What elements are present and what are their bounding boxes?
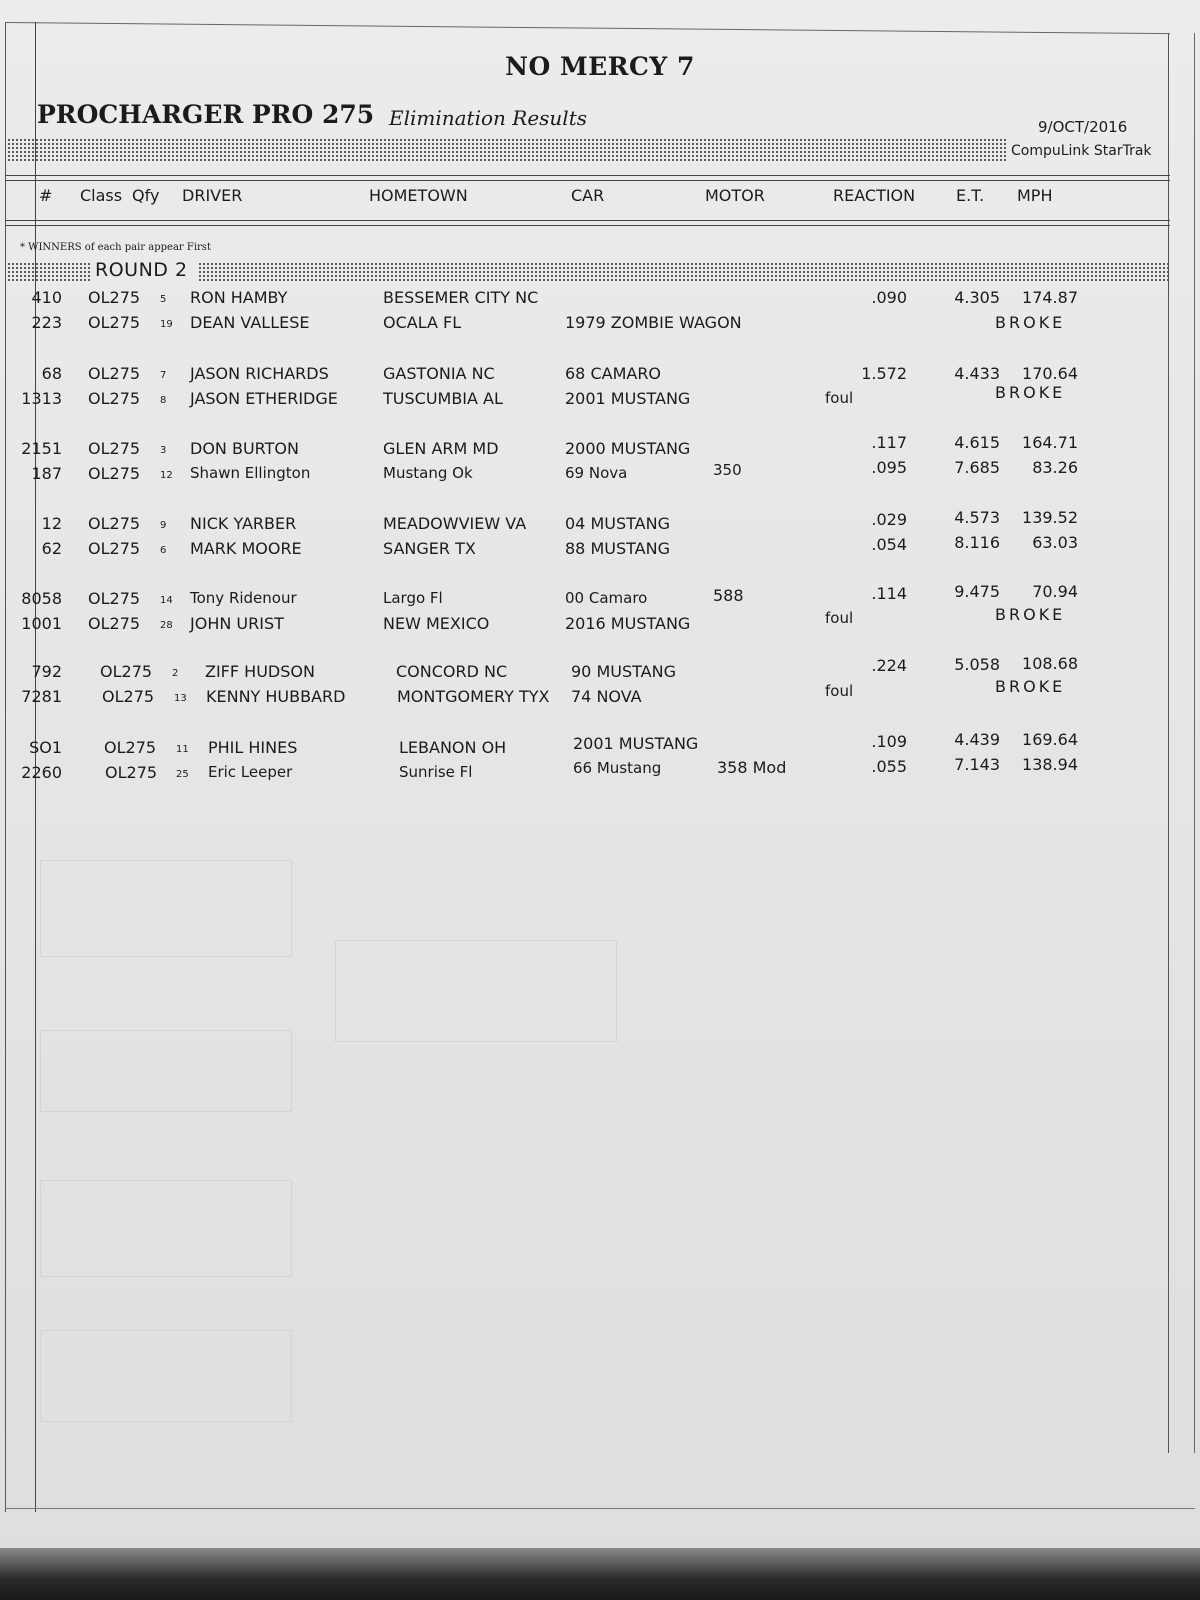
hometown: Sunrise Fl xyxy=(399,763,473,781)
car: 2016 MUSTANG xyxy=(565,614,691,633)
racer-qualifying: 7 xyxy=(160,370,167,381)
racer-class: OL275 xyxy=(88,514,141,533)
bleed-through-box xyxy=(40,1180,292,1277)
driver-name: MARK MOORE xyxy=(190,539,302,558)
hometown: TUSCUMBIA AL xyxy=(383,389,503,408)
racer-class: OL275 xyxy=(88,439,141,458)
foul-flag: foul xyxy=(825,682,854,700)
car: 88 MUSTANG xyxy=(565,539,670,558)
racer-qualifying: 8 xyxy=(160,395,167,406)
racer-class: OL275 xyxy=(104,738,157,757)
speed-mph: 169.64 xyxy=(1022,730,1078,749)
table-row xyxy=(0,383,1200,413)
driver-name: NICK YARBER xyxy=(190,514,297,533)
table-row xyxy=(0,533,1200,563)
col-header-motor: MOTOR xyxy=(705,186,765,205)
table-row xyxy=(0,313,1200,337)
timing-system: CompuLink StarTrak xyxy=(1011,143,1152,159)
driver-name: JASON ETHERIDGE xyxy=(190,389,338,408)
hometown: OCALA FL xyxy=(383,313,462,332)
reaction-time: .117 xyxy=(871,433,907,452)
broke-status: BROKE xyxy=(995,383,1066,402)
reaction-time: .055 xyxy=(871,757,907,776)
racer-class: OL275 xyxy=(105,763,158,782)
driver-name: KENNY HUBBARD xyxy=(206,687,346,706)
racer-class: OL275 xyxy=(88,614,141,633)
reaction-time: .095 xyxy=(871,458,907,477)
hometown: Mustang Ok xyxy=(383,464,473,482)
racer-number: 12 xyxy=(41,514,62,533)
reaction-time: .224 xyxy=(871,656,907,675)
col-header-hometown: HOMETOWN xyxy=(369,186,468,205)
hometown: CONCORD NC xyxy=(396,662,508,681)
driver-name: DON BURTON xyxy=(190,439,299,458)
racer-number: SO1 xyxy=(29,738,62,757)
driver-name: PHIL HINES xyxy=(208,738,298,757)
table-row xyxy=(0,288,1200,312)
reaction-time: .109 xyxy=(871,732,907,751)
dotted-band-round xyxy=(198,262,1168,283)
motor: 358 Mod xyxy=(717,758,787,777)
racer-number: 7281 xyxy=(21,687,62,706)
racer-number: 410 xyxy=(31,288,62,307)
bleed-through-box xyxy=(40,1030,292,1112)
elapsed-time: 8.116 xyxy=(954,533,1000,552)
speed-mph: 174.87 xyxy=(1022,288,1078,307)
car: 00 Camaro xyxy=(565,589,648,607)
driver-name: DEAN VALLESE xyxy=(190,313,310,332)
speed-mph: 63.03 xyxy=(1032,533,1078,552)
col-header-qfy: Qfy xyxy=(132,186,160,205)
class-title: PROCHARGER PRO 275 xyxy=(37,100,375,129)
racer-qualifying: 6 xyxy=(160,545,167,556)
racer-number: 62 xyxy=(41,539,62,558)
col-header-car: CAR xyxy=(571,186,605,205)
racer-number: 187 xyxy=(31,464,62,483)
reaction-time: .054 xyxy=(871,535,907,554)
broke-status: BROKE xyxy=(995,605,1066,624)
car: 69 Nova xyxy=(565,464,628,482)
bleed-through-box xyxy=(335,940,617,1042)
racer-qualifying: 19 xyxy=(160,319,173,330)
hometown: GLEN ARM MD xyxy=(383,439,499,458)
racer-number: 8058 xyxy=(21,589,62,608)
reaction-time: .114 xyxy=(871,584,907,603)
hometown: Largo Fl xyxy=(383,589,443,607)
car: 66 Mustang xyxy=(573,759,662,777)
driver-name: Tony Ridenour xyxy=(190,589,297,607)
winners-note: * WINNERS of each pair appear First xyxy=(20,242,211,253)
hometown: MEADOWVIEW VA xyxy=(383,514,527,533)
racer-qualifying: 14 xyxy=(160,595,173,606)
hometown: LEBANON OH xyxy=(399,738,507,757)
car: 74 NOVA xyxy=(571,687,642,706)
elapsed-time: 4.305 xyxy=(954,288,1000,307)
bleed-through-box xyxy=(40,1330,292,1422)
rule-line xyxy=(5,180,1170,181)
elapsed-time: 4.615 xyxy=(954,433,1000,452)
racer-qualifying: 2 xyxy=(172,668,179,679)
driver-name: JOHN URIST xyxy=(190,614,284,633)
speed-mph: 139.52 xyxy=(1022,508,1078,527)
car: 2000 MUSTANG xyxy=(565,439,691,458)
table-row xyxy=(0,605,1200,638)
table-row xyxy=(0,755,1200,787)
frame-bottom-line xyxy=(5,1508,1195,1509)
driver-name: Shawn Ellington xyxy=(190,464,311,482)
dotted-band-round xyxy=(7,262,92,283)
speed-mph: 70.94 xyxy=(1032,582,1078,601)
racer-class: OL275 xyxy=(88,464,141,483)
hometown: MONTGOMERY TYX xyxy=(397,687,550,706)
frame-top-line xyxy=(5,22,1170,34)
table-row xyxy=(0,677,1200,711)
speed-mph: 83.26 xyxy=(1032,458,1078,477)
car: 90 MUSTANG xyxy=(571,662,676,681)
racer-number: 2260 xyxy=(21,763,62,782)
racer-class: OL275 xyxy=(88,288,141,307)
racer-qualifying: 3 xyxy=(160,445,167,456)
car: 1979 ZOMBIE WAGON xyxy=(565,313,742,332)
reaction-time: 1.572 xyxy=(861,364,907,383)
table-row xyxy=(0,458,1200,488)
event-title: NO MERCY 7 xyxy=(505,52,695,81)
car: 2001 MUSTANG xyxy=(573,734,699,753)
hometown: GASTONIA NC xyxy=(383,364,495,383)
event-date: 9/OCT/2016 xyxy=(1038,118,1128,136)
racer-qualifying: 9 xyxy=(160,520,167,531)
racer-qualifying: 25 xyxy=(176,769,189,780)
speed-mph: 164.71 xyxy=(1022,433,1078,452)
racer-class: OL275 xyxy=(88,313,141,332)
reaction-time: .029 xyxy=(871,510,907,529)
reaction-time: .090 xyxy=(871,288,907,307)
desk-shadow-band xyxy=(0,1548,1200,1600)
driver-name: ZIFF HUDSON xyxy=(205,662,315,681)
car: 04 MUSTANG xyxy=(565,514,670,533)
rule-line xyxy=(5,220,1170,221)
round-label: ROUND 2 xyxy=(95,259,188,281)
hometown: BESSEMER CITY NC xyxy=(383,288,539,307)
rule-line xyxy=(5,225,1170,226)
racer-class: OL275 xyxy=(88,364,141,383)
racer-class: OL275 xyxy=(88,589,141,608)
racer-qualifying: 11 xyxy=(176,744,189,755)
racer-qualifying: 28 xyxy=(160,620,173,631)
racer-qualifying: 13 xyxy=(174,693,187,704)
racer-class: OL275 xyxy=(88,539,141,558)
elapsed-time: 4.573 xyxy=(954,508,1000,527)
foul-flag: foul xyxy=(825,389,854,407)
motor: 350 xyxy=(713,461,742,479)
racer-class: OL275 xyxy=(100,662,153,681)
driver-name: RON HAMBY xyxy=(190,288,288,307)
hometown: NEW MEXICO xyxy=(383,614,490,633)
racer-qualifying: 12 xyxy=(160,470,173,481)
racer-qualifying: 5 xyxy=(160,294,167,305)
speed-mph: 108.68 xyxy=(1022,654,1078,673)
col-header-reaction: REACTION xyxy=(833,186,916,205)
racer-number: 223 xyxy=(31,313,62,332)
elapsed-time: 7.685 xyxy=(954,458,1000,477)
racer-number: 68 xyxy=(41,364,62,383)
elapsed-time: 5.058 xyxy=(954,655,1000,674)
driver-name: Eric Leeper xyxy=(208,763,293,781)
racer-number: 1313 xyxy=(21,389,62,408)
speed-mph: 138.94 xyxy=(1022,755,1078,774)
hometown: SANGER TX xyxy=(383,539,476,558)
broke-status: BROKE xyxy=(995,677,1066,696)
elapsed-time: 9.475 xyxy=(954,582,1000,601)
racer-class: OL275 xyxy=(102,687,155,706)
elapsed-time: 7.143 xyxy=(954,755,1000,774)
col-header-num: # xyxy=(39,186,53,205)
broke-status: BROKE xyxy=(995,313,1066,332)
speed-mph: 170.64 xyxy=(1022,364,1078,383)
bleed-through-box xyxy=(40,860,292,957)
results-subtitle: Elimination Results xyxy=(389,106,588,130)
rule-line xyxy=(5,175,1170,176)
elapsed-time: 4.433 xyxy=(954,364,1000,383)
racer-class: OL275 xyxy=(88,389,141,408)
racer-number: 2151 xyxy=(21,439,62,458)
dotted-band-header xyxy=(7,138,1007,162)
col-header-class: Class xyxy=(80,186,123,205)
car: 68 CAMARO xyxy=(565,364,662,383)
elapsed-time: 4.439 xyxy=(954,730,1000,749)
col-header-et: E.T. xyxy=(956,186,985,205)
foul-flag: foul xyxy=(825,609,854,627)
col-header-mph: MPH xyxy=(1017,186,1053,205)
col-header-driver: DRIVER xyxy=(182,186,243,205)
racer-number: 792 xyxy=(31,662,62,681)
motor: 588 xyxy=(713,586,744,605)
car: 2001 MUSTANG xyxy=(565,389,691,408)
racer-number: 1001 xyxy=(21,614,62,633)
driver-name: JASON RICHARDS xyxy=(190,364,329,383)
